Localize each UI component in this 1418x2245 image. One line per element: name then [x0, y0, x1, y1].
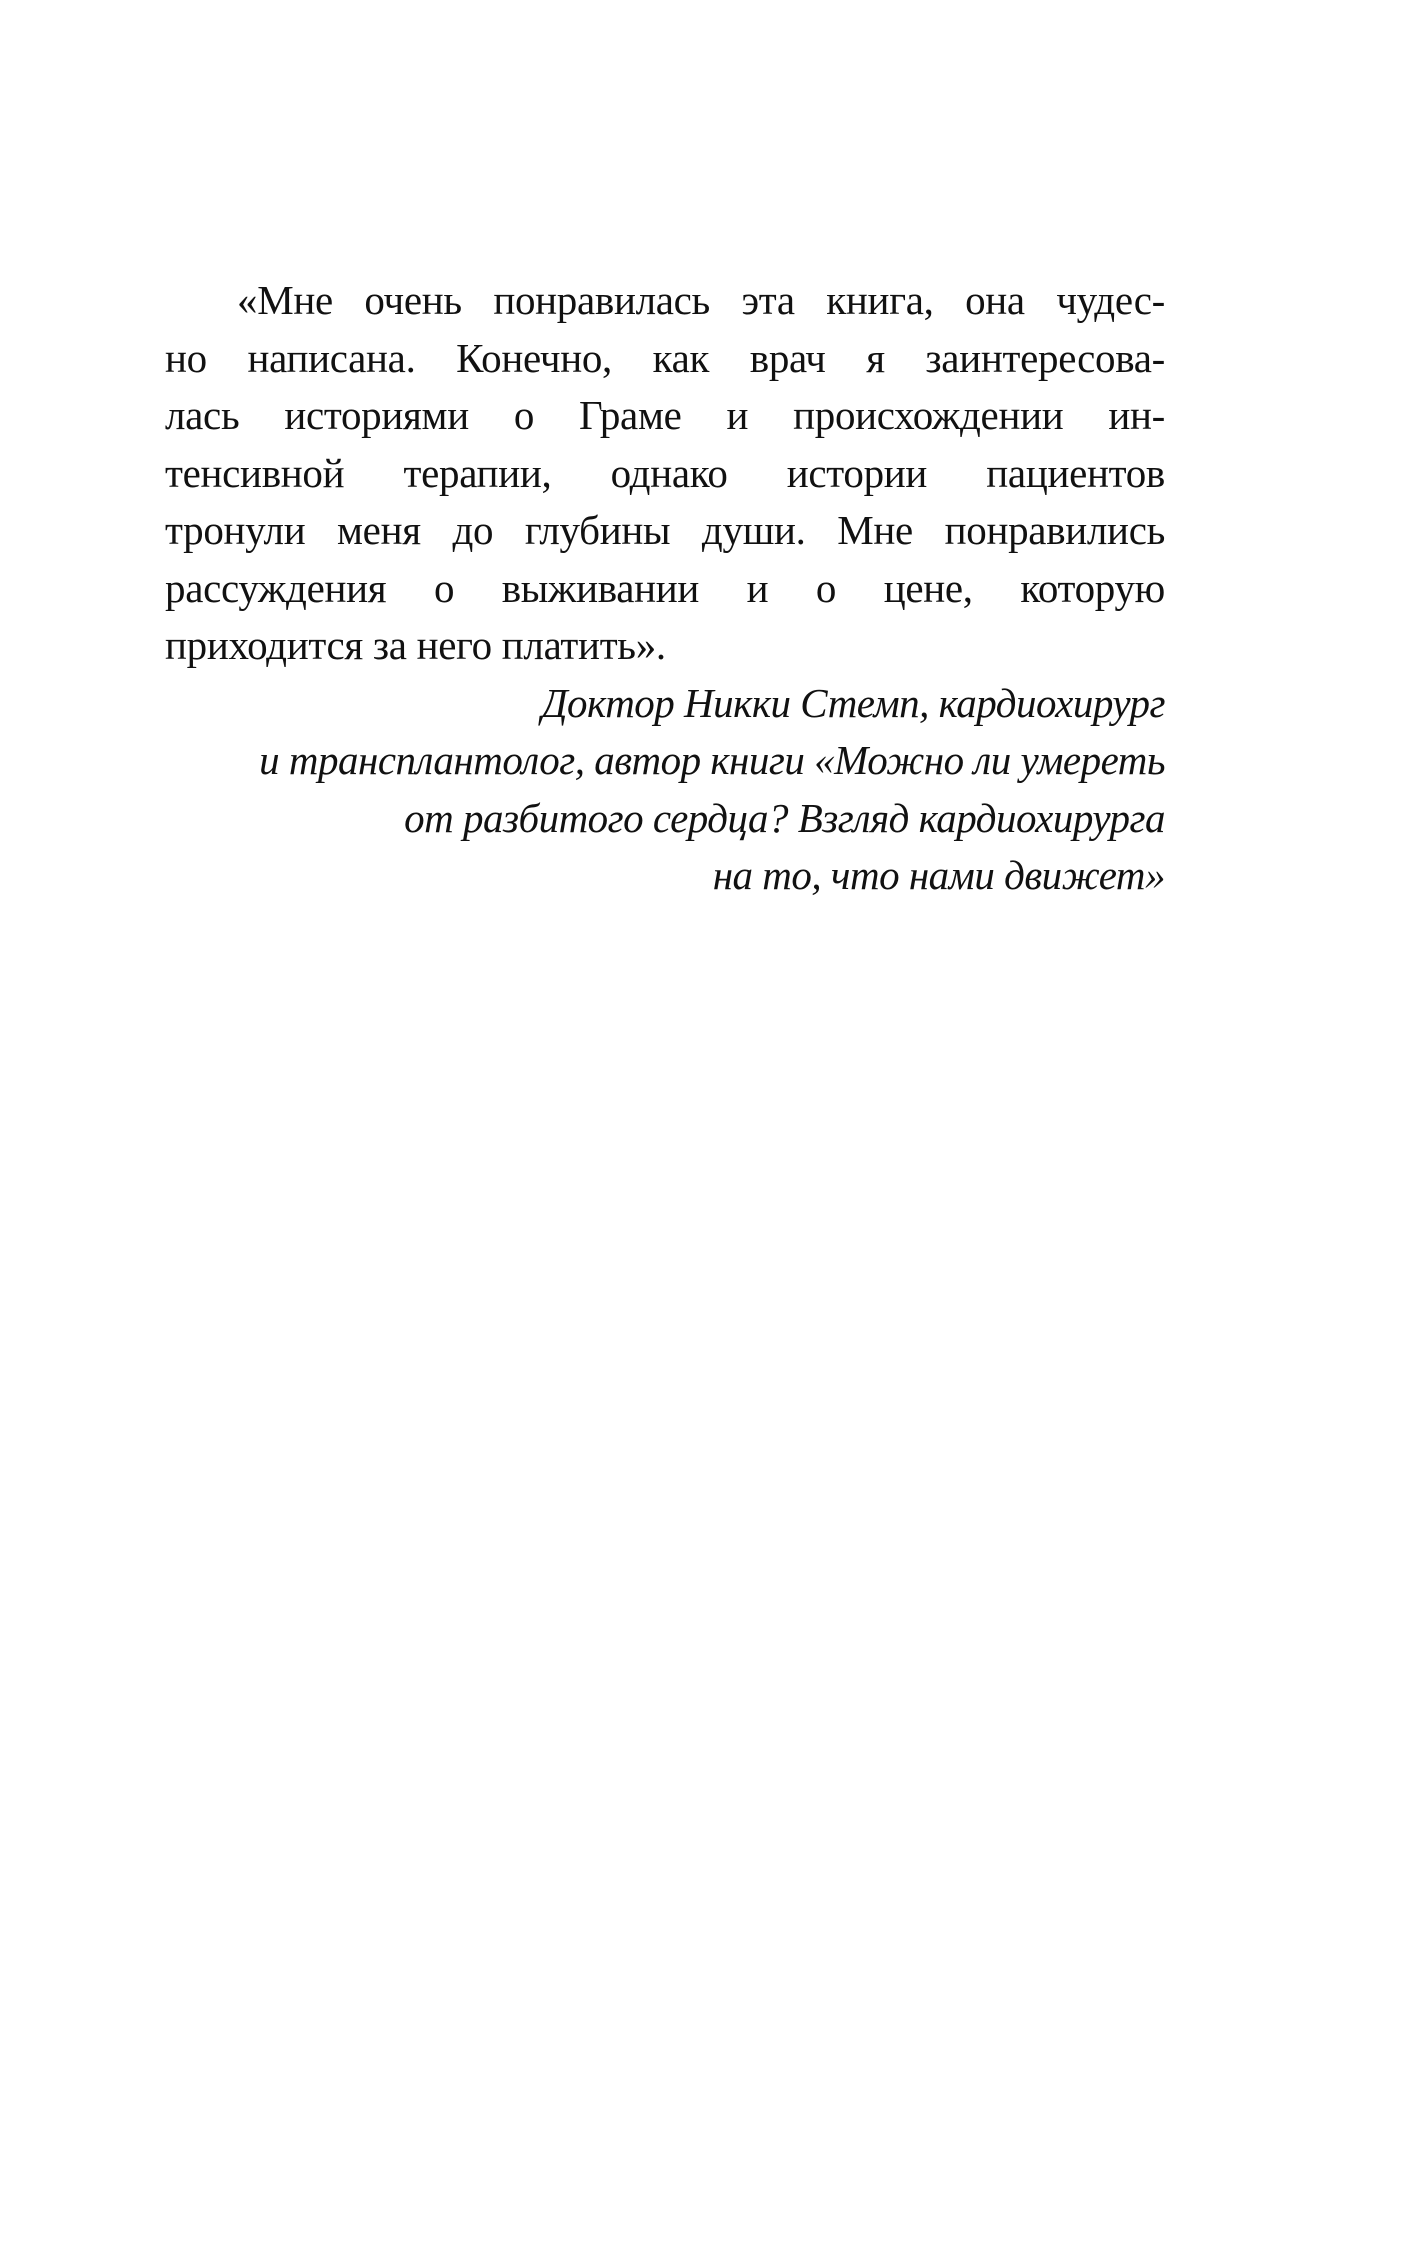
- quote-line: приходится за него платить».: [165, 622, 666, 668]
- quote-line: лась историями о Граме и происхождении ин-: [165, 392, 1165, 438]
- quote-line: тенсивной терапии, однако истории пациентов: [165, 449, 1165, 496]
- quote-attribution: [165, 675, 1165, 905]
- book-page: [165, 272, 1165, 905]
- testimonial-quote: [165, 272, 1165, 675]
- quote-line: «Мне очень понравилась эта книга, она чудес-: [237, 277, 1165, 323]
- quote-line: тронули меня до глубины души. Мне понравились: [165, 507, 1165, 553]
- quote-line: но написана. Конечно, как врач я заинтересова-: [165, 334, 1165, 381]
- quote-line: рассуждения о выживании и о цене, которую: [165, 564, 1165, 611]
- attribution-line: и трансплантолог, автор книги «Можно ли умереть: [259, 737, 1165, 783]
- attribution-line: от разбитого сердца? Взгляд кардиохирурга: [404, 794, 1165, 841]
- attribution-line: на то, что нами движет»: [712, 852, 1165, 898]
- attribution-line: Доктор Никки Стемп, кардиохирург: [541, 679, 1165, 726]
